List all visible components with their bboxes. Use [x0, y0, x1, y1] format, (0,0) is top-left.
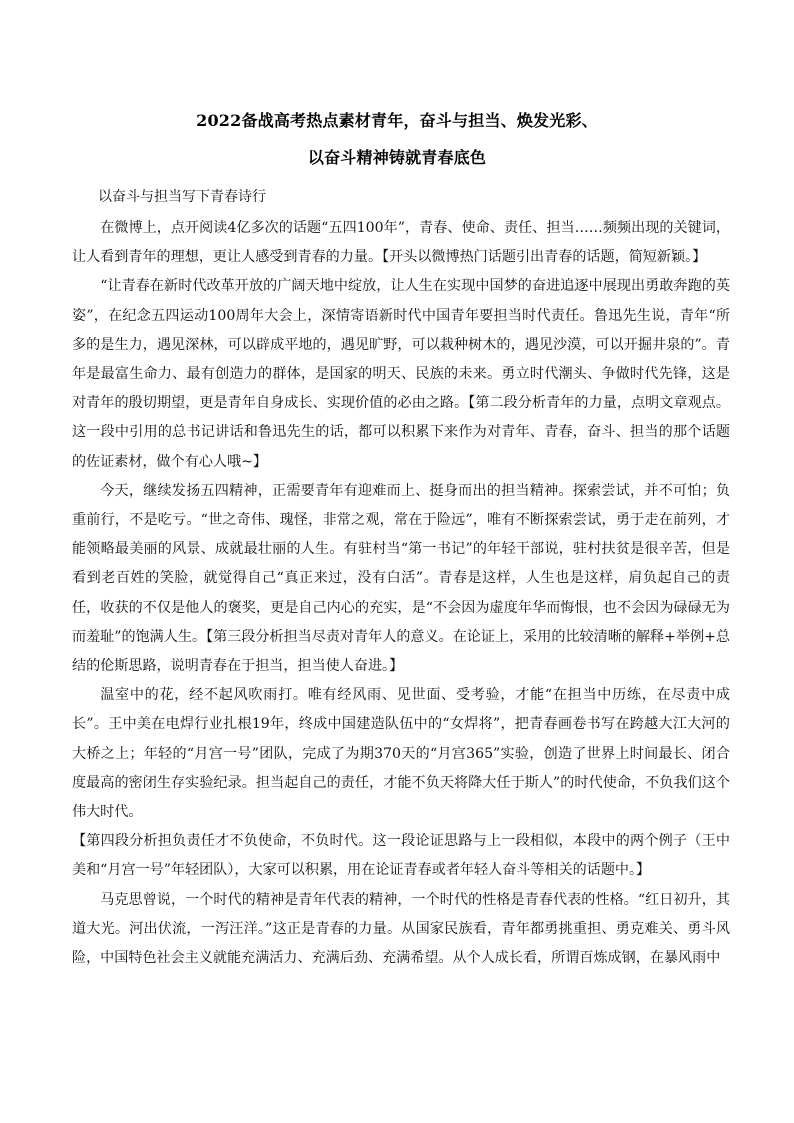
section-subheading: 以奋斗与担当写下青春诗行 [98, 189, 266, 205]
paragraph-4 [72, 681, 730, 827]
editorial-note: 【第三段分析担当尽责对青年人的意义。在论证上，采用的比较清晰的解释+举例+总结的伦斯思路，说明青春在于担当，担当使人奋进。】 [72, 628, 731, 675]
document-title-line-1: 2022备战高考热点素材青年，奋斗与担当、焕发光彩、 [196, 111, 598, 130]
paragraph-2 [72, 272, 730, 476]
paragraph-5 [72, 886, 730, 974]
editorial-note: 【第四段分析担负责任才不负使命，不负时代。这一段论证思路与上一段相似，本段中的两个例子（王中美和“月宫一号”年轻团队），大家可以积累，用在论证青春或者年轻人奋斗等相关的话题中。】 [72, 833, 730, 879]
paragraph-text: 马克思曾说，一个时代的精神是青年代表的精神，一个时代的性格是青春代表的性格。“红日初升，其道大光。河出伏流，一泻汪洋。”这正是青春的力量。从国家民族看，青年都勇挑重担、勇克难关、勇斗风险，中国特色社会主义就能充满活力、充满后劲、充满希望。从个人成长看，所谓百炼成钢，在暴风雨中 [72, 891, 730, 967]
paragraph-text: “让青春在新时代改革开放的广阔天地中绽放，让人生在实现中国梦的奋进追逐中展现出勇敢奔跑的英姿”，在纪念五四运动100周年大会上，深情寄语新时代中国青年要担当时代责任。鲁迅先生说，青年“所多的是生力，遇见深林，可以辟成平地的，遇见旷野，可以栽种树木的，遇见沙漠，可以开掘井泉的”。青年是最富生命力、最有创造力的群体，是国家的明天、民族的未来。勇立时代潮头、争做时代先锋，这是对青年的殷切期望，更是青年自身成长、实现价值的必由之路。 [72, 278, 730, 412]
paragraph-text: 今天，继续发扬五四精神，正需要青年有迎难而上、挺身而出的担当精神。探索尝试，并不可怕；负重前行，不是吃亏。“世之奇伟、瑰怪，非常之观，常在于险远”，唯有不断探索尝试，勇于走在前列，才能领略最美丽的风景、成就最壮丽的人生。有驻村当“第一书记”的年轻干部说，驻村扶贫是很辛苦，但是看到老百姓的笑脸，就觉得自己“真正来过，没有白活”。青春是这样，人生也是这样，肩负起自己的责任，收获的不仅是他人的褒奖，更是自己内心的充实，是“不会因为虚度年华而悔恨，也不会因为碌碌无为而羞耻”的饱满人生。 [72, 482, 730, 645]
paragraph-3 [72, 477, 730, 681]
editorial-note: 【开头以微博热门话题引出青春的话题，简短新颖。】 [382, 249, 707, 266]
paragraph-text: 在微博上，点开阅读4亿多次的话题“五四100年”，青春、使命、责任、担当……频频出现的关键词，让人看到青年的理想，更让人感受到青春的力量。 [72, 220, 730, 266]
paragraph-1 [72, 214, 730, 272]
article-body [72, 214, 730, 973]
paragraph-4-note [72, 827, 730, 885]
document-title-line-2: 以奋斗精神铸就青春底色 [307, 148, 487, 167]
paragraph-text: 温室中的花，经不起风吹雨打。唯有经风雨、见世面、受考验，才能“在担当中历练，在尽责中成长”。王中美在电焊行业扎根19年，终成中国建造队伍中的“女焊将”，把青春画卷书写在跨越大江大河的大桥之上；年轻的“月宫一号”团队，完成了为期370天的“月宫365”实验，创造了世界上时间最长、闭合度最高的密闭生存实验纪录。担当起自己的责任，才能不负天将降大任于斯人”的时代使命，不负我们这个伟大时代。 [72, 687, 730, 821]
editorial-note: 【第二段分析青年的力量，点明文章观点。这一段中引用的总书记讲话和鲁迅先生的话，都可以积累下来作为对青年、青春，奋斗、担当的那个话题的佐证素材，做个有心人哦~】 [72, 395, 730, 470]
